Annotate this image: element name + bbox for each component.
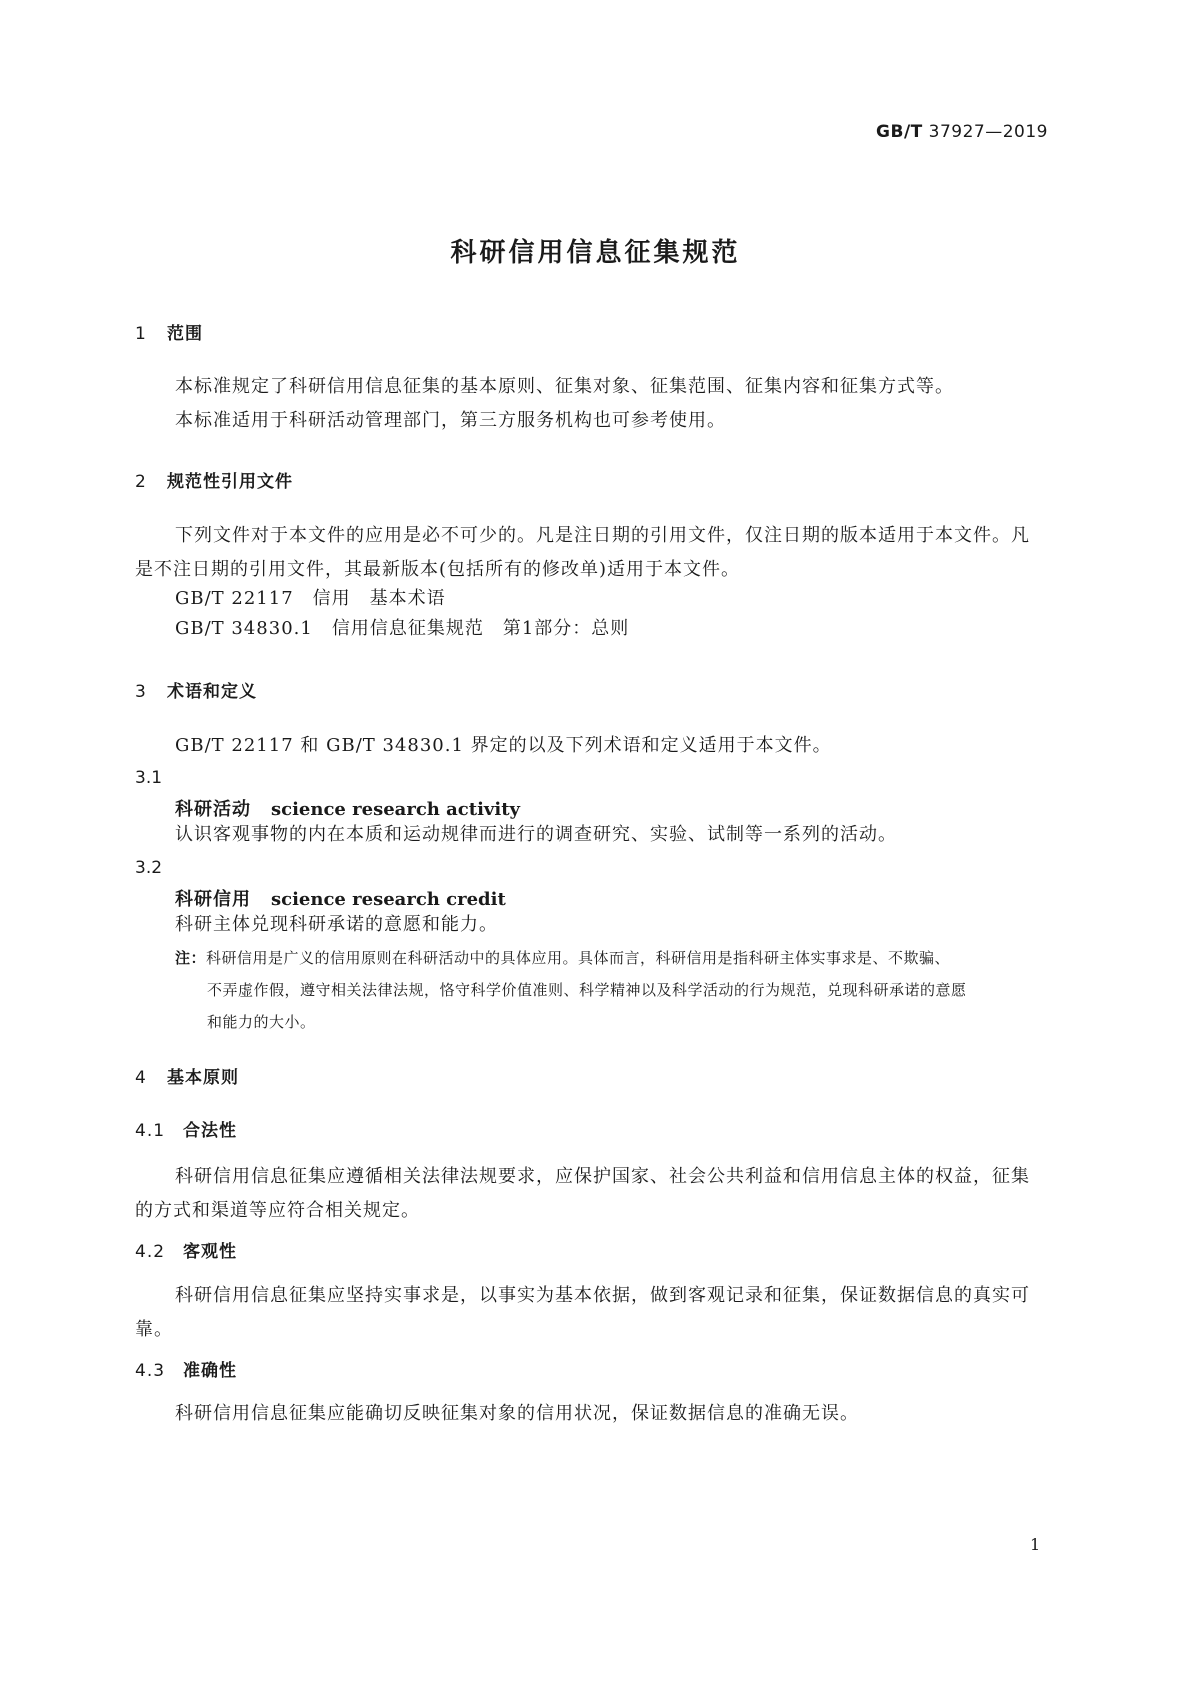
section-number: 4 xyxy=(135,1068,147,1088)
subsection-4-3-heading xyxy=(135,1356,237,1381)
term-english: science research activity xyxy=(271,799,520,820)
subsection-4-1-heading xyxy=(135,1116,237,1141)
normative-reference: GB/T 34830.1 信用信息征集规范 第1部分：总则 xyxy=(175,618,630,639)
subsection-number: 4.2 xyxy=(135,1242,166,1262)
subsection-number: 4.3 xyxy=(135,1361,166,1381)
document-number xyxy=(780,122,1048,142)
paragraph: 科研信用信息征集应遵循相关法律法规要求，应保护国家、社会公共利益和信用信息主体的权益，征集的方式和渠道等应符合相关规定。 xyxy=(135,1166,1030,1221)
section-2-heading xyxy=(135,467,293,492)
paragraph: 本标准适用于科研活动管理部门，第三方服务机构也可参考使用。 xyxy=(175,410,726,431)
subsection-4-2-heading xyxy=(135,1237,237,1262)
paragraph: GB/T 22117 和 GB/T 34830.1 界定的以及下列术语和定义适用于本文件。 xyxy=(175,735,832,756)
subsection-number: 4.1 xyxy=(135,1121,166,1141)
note-text: 科研信用是广义的信用原则在科研活动中的具体应用。具体而言，科研信用是指科研主体实事求是、不欺骗、 xyxy=(206,949,951,967)
section-3-heading xyxy=(135,677,257,702)
section-title: 范围 xyxy=(167,324,203,344)
section-1-heading xyxy=(135,319,203,344)
section-number: 3 xyxy=(135,682,147,702)
note-text: 和能力的大小。 xyxy=(207,1013,316,1031)
subsection-title: 客观性 xyxy=(183,1242,237,1262)
subsection-title: 准确性 xyxy=(183,1361,237,1381)
section-title: 规范性引用文件 xyxy=(167,472,293,492)
term-note xyxy=(175,942,1048,1038)
doc-number-rest: 37927—2019 xyxy=(922,122,1048,142)
note-label: 注： xyxy=(175,949,207,967)
term-definition: 科研主体兑现科研承诺的意愿和能力。 xyxy=(175,914,498,935)
term-chinese: 科研信用 xyxy=(175,889,251,910)
note-text: 不弄虚作假，遵守相关法律法规，恪守科学价值准则、科学精神以及科学活动的行为规范，兑现科研承诺的意愿 xyxy=(207,981,967,999)
term-chinese: 科研活动 xyxy=(175,799,251,820)
doc-number-prefix: GB/T xyxy=(876,122,923,142)
paragraph: 下列文件对于本文件的应用是必不可少的。凡是注日期的引用文件，仅注日期的版本适用于本文件。凡是不注日期的引用文件，其最新版本(包括所有的修改单)适用于本文件。 xyxy=(135,525,1030,580)
section-title: 术语和定义 xyxy=(167,682,257,702)
term-number: 3.1 xyxy=(135,768,163,788)
term-definition: 认识客观事物的内在本质和运动规律而进行的调查研究、实验、试制等一系列的活动。 xyxy=(175,824,897,845)
paragraph: 科研信用信息征集应坚持实事求是，以事实为基本依据，做到客观记录和征集，保证数据信息的真实可靠。 xyxy=(135,1285,1030,1340)
paragraph: 本标准规定了科研信用信息征集的基本原则、征集对象、征集范围、征集内容和征集方式等。 xyxy=(175,376,954,397)
section-number: 2 xyxy=(135,472,147,492)
normative-reference: GB/T 22117 信用 基本术语 xyxy=(175,588,446,609)
page-number: 1 xyxy=(1030,1535,1041,1554)
section-number: 1 xyxy=(135,324,147,344)
section-title: 基本原则 xyxy=(167,1068,239,1088)
subsection-title: 合法性 xyxy=(183,1121,237,1141)
term-number: 3.2 xyxy=(135,858,163,878)
paragraph: 科研信用信息征集应能确切反映征集对象的信用状况，保证数据信息的准确无误。 xyxy=(175,1403,859,1424)
document-title: 科研信用信息征集规范 xyxy=(450,238,741,268)
section-4-heading xyxy=(135,1063,239,1088)
term-english: science research credit xyxy=(271,889,506,910)
